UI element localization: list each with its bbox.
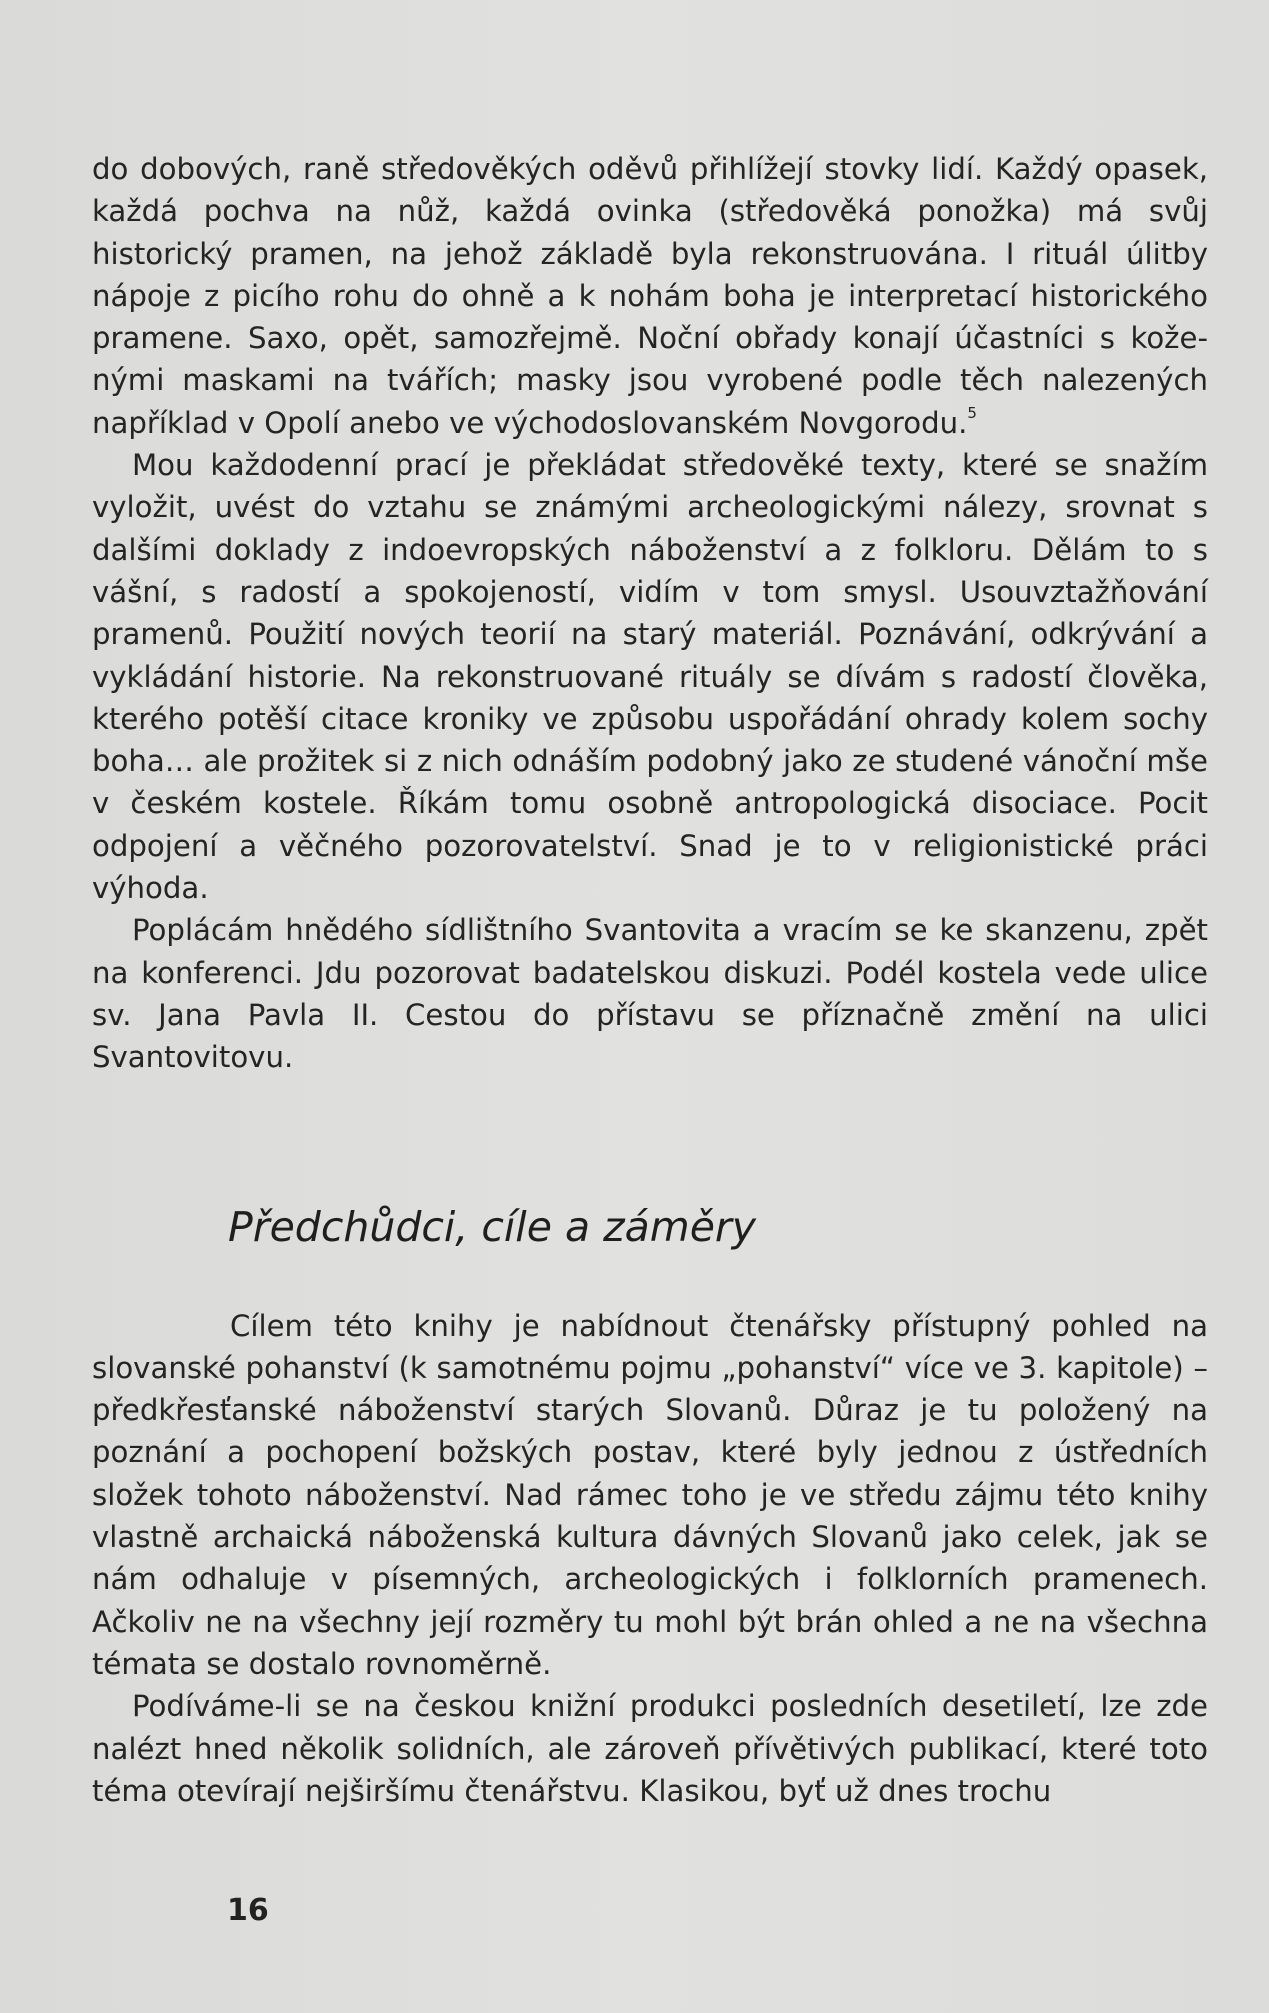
paragraph: [92, 148, 1208, 444]
text-block: [92, 148, 1208, 1812]
paragraph: Poplácám hnědého sídlištního Svantovita a vracím se ke skanzenu, zpět na konferenci. Jdu pozorovat badatelskou diskuzi. Podél kostela vede ulice sv. Jana Pavla II. Cestou do přístavu se příznačně změní na ulici Svantovitovu.: [92, 913, 1208, 1075]
page-number: 16: [227, 1893, 269, 1928]
footnote-marker: 5: [967, 404, 977, 423]
paragraph-text: do dobových, raně středověkých oděvů přihlížejí stovky lidí. Každý opasek, každá pochva na nůž, každá ovinka (středověká ponožka) má svůj historický pramen, na jehož základě byla rekonstruována. I rituál úlitby nápoje z picího rohu do ohně a k nohám boha je interpretací historického pramene. Saxo, opět, samozřejmě. Noční obřady konají účastníci s koženými maskami na tvářích; masky jsou vyrobené podle těch nalezených například v Opolí anebo ve východoslovanském Novgorodu.: [92, 152, 1208, 440]
paragraph: Cílem této knihy je nabídnout čtenářsky přístupný pohled na slovanské pohanství (k samotnému pojmu „pohanství“ více ve 3. kapitole) – předkřesťanské náboženství starých Slovanů. Důraz je tu položený na poznání a pochopení božských postav, které byly jednou z ústředních složek tohoto náboženství. Nad rámec toho je ve středu zájmu této knihy vlastně archaická náboženská kultura dávných Slovanů jako celek, jak se nám odhaluje v písemných, archeologických i folklorních pramenech. Ačkoliv ne na všechny její rozměry tu mohl být brán ohled a ne na všechna témata se dostalo rovnoměrně.: [92, 1308, 1208, 1681]
paragraph: Mou každodenní prací je překládat středověké texty, které se snažím vyložit, uvést do vztahu se známými archeologickými nálezy, srovnat s dalšími doklady z indoevropských náboženství a z folkloru. Dělám to s vášní, s radostí a spokojeností, vidím v tom smysl. Usouvztažňování pramenů. Použití nových teorií na starý materiál. Poznávání, odkrývání a vykládání historie. Na rekonstruované rituály se dívám s radostí člověka, kterého potěší citace kroniky ve způsobu uspořádání ohrady kolem sochy boha… ale prožitek si z nich odnáším podobný jako ze studené vánoční mše v českém kostele. Říkám tomu osobně antropologická disociace. Pocit odpojení a věčného pozorovatelství. Snad je to v religionistické práci výhoda.: [92, 448, 1208, 906]
paragraph: Podíváme-li se na českou knižní produkci posledních desetiletí, lze zde nalézt hned několik solidních, ale zároveň přívětivých publikací, které toto téma otevírají nejširšímu čtenářstvu. Klasikou, byť už dnes trochu: [92, 1689, 1208, 1808]
section-heading: Předchůdci, cíle a záměry: [228, 1202, 757, 1251]
